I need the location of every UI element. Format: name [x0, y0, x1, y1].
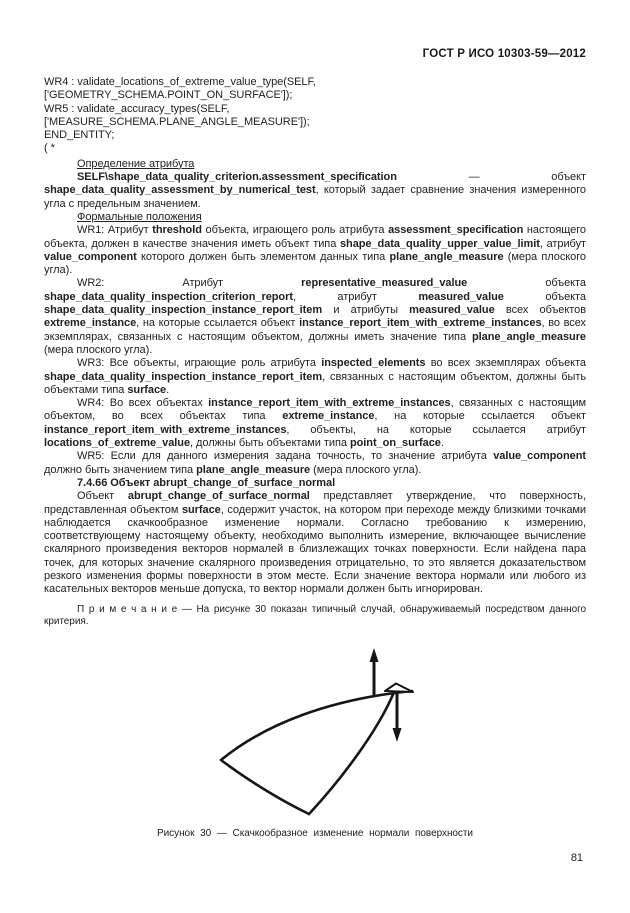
- text-run: (мера плоского угла).: [44, 343, 153, 356]
- formal-provisions-heading: [44, 211, 586, 224]
- wr3-paragraph: [44, 357, 586, 397]
- text-run: настоящего объекта, должен в качестве значения иметь объект типа: [44, 224, 587, 250]
- wr1-paragraph: [44, 224, 586, 277]
- express-code-block: [44, 76, 586, 156]
- text-run: П р и м е ч а н и е — На рисунке 30 показан типичный случай, обнаруживаемый посредством данного критерия.: [44, 603, 586, 628]
- text-run: во всех экземплярах объекта: [425, 357, 586, 370]
- text-run: WR5: Если для данного измерения задана точность, то значение атрибута: [77, 450, 494, 463]
- entity-name-bold: extreme_instance: [282, 410, 375, 423]
- code-line: WR5 : validate_accuracy_types(SELF,: [44, 102, 230, 115]
- attribute-definition-paragraph: [44, 171, 586, 211]
- entity-name-bold: shape_data_quality_upper_value_limit: [339, 237, 540, 250]
- surface-top-edge: [221, 691, 412, 760]
- surface-bottom-edge: [221, 760, 309, 814]
- entity-name-bold: plane_angle_measure: [472, 330, 586, 343]
- code-line: ['GEOMETRY_SCHEMA.POINT_ON_SURFACE']);: [44, 89, 293, 102]
- text-run: WR1: Атрибут: [77, 224, 153, 237]
- wr5-paragraph: [44, 450, 586, 477]
- text-run: должно быть значением типа: [44, 463, 197, 476]
- entity-name-bold: instance_report_item_with_extreme_instances: [44, 423, 287, 436]
- entity-name-bold: plane_angle_measure: [196, 463, 311, 476]
- text-run: объекта: [503, 290, 586, 303]
- entity-name-bold: surface: [181, 503, 221, 516]
- page-number: 81: [570, 852, 583, 865]
- surface-fold-edge: [309, 687, 396, 814]
- normal-up-arrow: [370, 648, 379, 696]
- text-run: (мера плоского угла).: [44, 250, 587, 277]
- entity-name-bold: extreme_instance: [44, 317, 137, 330]
- entity-name-bold: SELF\shape_data_quality_criterion.assessment_specification: [77, 171, 397, 184]
- text-run: , объекты, на которые ссылается атрибут: [286, 423, 586, 436]
- text-run: , должны быть объектами типа: [190, 437, 350, 450]
- text-run: — объект: [396, 171, 586, 184]
- text-run: и атрибуты: [322, 304, 410, 317]
- text-run: , атрибут: [539, 237, 587, 250]
- text-run: , который задает сравнение значения измеренного угла с предельным значением.: [44, 184, 586, 210]
- text-run: , атрибут: [292, 290, 419, 303]
- text-run: .: [440, 437, 444, 450]
- text-run: представляет утверждение, что поверхность, представленная объектом: [44, 490, 586, 516]
- entity-name-bold: shape_data_quality_inspection_instance_report_item: [44, 370, 323, 383]
- entity-name-bold: shape_data_quality_assessment_by_numerical_test: [44, 184, 316, 197]
- code-line: ['MEASURE_SCHEMA.PLANE_ANGLE_MEASURE']);: [44, 115, 310, 128]
- entity-name-bold: instance_report_item_with_extreme_instances: [299, 317, 542, 330]
- entity-name-bold: locations_of_extreme_value: [44, 437, 191, 450]
- page-content: [44, 76, 586, 866]
- code-line: WR4 : validate_locations_of_extreme_value_type(SELF,: [44, 76, 316, 88]
- text-run: , на которые ссылается объект: [374, 410, 586, 423]
- entity-name-bold: shape_data_quality_inspection_instance_report_item: [44, 304, 323, 317]
- note-paragraph: [44, 604, 586, 630]
- text-run: , содержит участок, на котором при переходе между близкими точками наблюдается скачкообразное изменение нормали. Согласно требованию к измерению, соответствующему настоящему объекту, необходимо выполнить измерение, включающее вычисление скалярного произведения векторов нормалей в близлежащих точках поверхности. Если найдена пара точек, для которых значение скалярного произведения отрицательно, то это является доказательством резкого изменения формы поверхности в этом месте. Если значение вектора нормали или любого из касательных векторов меньше допуска, то вектор нормали должен быть игнорирован.: [44, 503, 586, 596]
- entity-name-bold: assessment_specification: [388, 224, 524, 237]
- text-run: WR4: Во всех объектах: [77, 397, 209, 410]
- entity-name-bold: instance_report_item_with_extreme_instances: [208, 397, 451, 410]
- text-run: (мера плоского угла).: [310, 463, 422, 476]
- text-run: .: [166, 383, 170, 396]
- code-line: ( *: [44, 142, 55, 155]
- text-run: которого должен быть элементом данных типа: [136, 250, 390, 263]
- text-run: , связанных с настоящим объектом, должны быть объектами типа: [44, 370, 586, 396]
- text-run: , на которые ссылается объект: [136, 317, 300, 330]
- entity-name-bold: surface: [127, 383, 167, 396]
- text-run: WR3: Все объекты, играющие роль атрибута: [77, 357, 322, 370]
- entity-name-bold: point_on_surface: [349, 437, 441, 450]
- entity-name-bold: value_component: [493, 450, 586, 463]
- entity-name-bold: inspected_elements: [321, 357, 426, 370]
- entity-name-bold: threshold: [152, 224, 202, 237]
- wr2-paragraph: [44, 277, 586, 357]
- text-run: объекта: [467, 277, 586, 290]
- formal-provisions-heading-text: Формальные положения: [77, 210, 202, 223]
- text-run: WR2: Атрибут: [77, 277, 302, 290]
- entity-name-bold: shape_data_quality_inspection_criterion_report: [44, 290, 293, 303]
- entity-name-bold: abrupt_change_of_surface_normal: [127, 490, 310, 503]
- text-run: объекта, играющего роль атрибута: [201, 224, 389, 237]
- text-run: , связанных с настоящим объектом, во всех объектах типа: [44, 397, 586, 423]
- text-run: всех объектов: [494, 304, 586, 317]
- entity-name-bold: value_component: [44, 250, 137, 263]
- entity-name-bold: measured_value: [418, 290, 504, 303]
- entity-name-bold: measured_value: [409, 304, 495, 317]
- attribute-definition-heading-text: Определение атрибута: [77, 157, 195, 170]
- entity-name-bold: 7.4.66 Объект abrupt_change_of_surface_normal: [77, 476, 336, 489]
- text-run: Объект: [77, 490, 128, 503]
- attribute-definition-heading: [44, 158, 586, 171]
- wr4-paragraph: [44, 397, 586, 450]
- text-run: , во всех экземплярах, связанных с настоящим объектом, должны иметь значение типа: [44, 317, 587, 343]
- page-header: ГОСТ Р ИСО 10303-59—2012: [422, 48, 586, 60]
- entity-name-bold: plane_angle_measure: [389, 250, 504, 263]
- code-line: END_ENTITY;: [44, 129, 115, 142]
- section-7-4-66-paragraph: [44, 490, 586, 596]
- surface-flap-tip: [385, 684, 413, 693]
- normal-down-arrow: [393, 693, 402, 742]
- section-7-4-66-heading: [44, 477, 586, 490]
- figure-30-caption: Рисунок 30 — Скачкообразное изменение нормали поверхности: [157, 828, 473, 840]
- entity-name-bold: representative_measured_value: [301, 277, 468, 290]
- figure-30-drawing: [0, 633, 630, 825]
